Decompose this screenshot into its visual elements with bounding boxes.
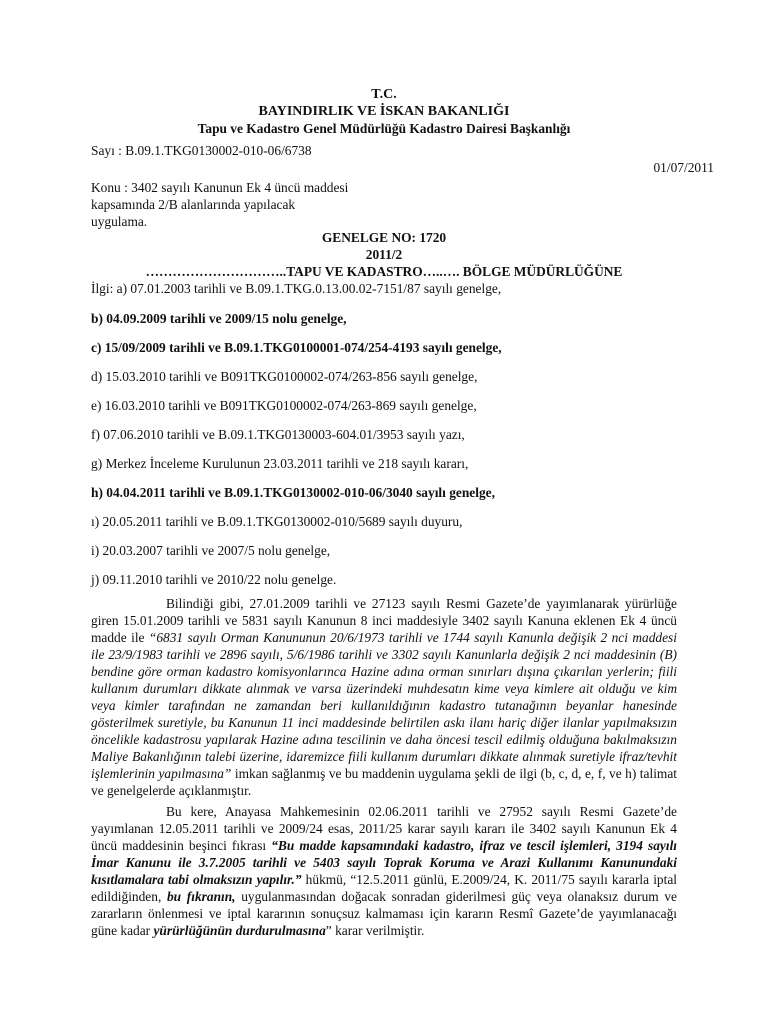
body-paragraph-2 [91, 803, 677, 939]
paragraph-text: hükmü, “12.5.2011 günlü, E.2009/24, K. 2011/75 sayılı kararla iptal edildiğinden, [91, 872, 677, 904]
ilgi-item: i) 20.03.2007 tarihli ve 2007/5 nolu genelge, [91, 543, 331, 558]
ilgi-item: b) 04.09.2009 tarihli ve 2009/15 nolu genelge, [91, 311, 347, 326]
paragraph-text: uygulanmasından doğacak sonradan giderilmesi güç veya olanaksız durum ve zararların önlenmesi ve iptal kararının sonuçsuz kalmaması için kararın Resmî Gazete’de yayımlanacağı güne kadar [91, 889, 677, 938]
paragraph-text: Bilindiği gibi, 27.01.2009 tarihli ve 27123 sayılı Resmi Gazete’de yayımlanarak yürürlüğe giren 15.01.2009 tarihli ve 5831 sayılı Kanunun 8 inci maddesiyle 3402 sayılı Kanuna eklenen Ek 4 üncü madde ile [91, 596, 677, 645]
header-ministry: BAYINDIRLIK VE İSKAN BAKANLIĞI [258, 104, 510, 119]
ilgi-item: j) 09.11.2010 tarihli ve 2010/22 nolu genelge. [91, 572, 337, 587]
ilgi-item: h) 04.04.2011 tarihli ve B.09.1.TKG0130002-010-06/3040 sayılı genelge, [91, 485, 495, 500]
konu-line: Konu : 3402 sayılı Kanunun Ek 4 üncü maddesi [91, 180, 349, 195]
paragraph-text: ” karar verilmiştir. [325, 923, 425, 938]
body-paragraph-1 [91, 595, 677, 799]
paragraph-text: imkan sağlanmış ve bu maddenin uygulama şekli de ilgi (b, c, d, e, f, ve h) talimat ve genelgelerde açıklanmıştır. [91, 766, 677, 798]
header-tc: T.C. [371, 87, 397, 102]
genelge-number: GENELGE NO: 1720 [321, 230, 447, 245]
ilgi-item: f) 07.06.2010 tarihli ve B.09.1.TKG0130003-604.01/3953 sayılı yazı, [91, 427, 465, 442]
emphasis-text: yürürlüğünün durdurulmasına [153, 923, 326, 938]
ilgi-item: ı) 20.05.2011 tarihli ve B.09.1.TKG0130002-010/5689 sayılı duyuru, [91, 514, 463, 529]
ilgi-item: c) 15/09/2009 tarihli ve B.09.1.TKG0100001-074/254-4193 sayılı genelge, [91, 340, 502, 355]
addressee-line: …………………………..TAPU VE KADASTRO…..…. BÖLGE MÜDÜRLÜĞÜNE [145, 264, 623, 279]
konu-line: kapsamında 2/B alanlarında yapılacak [91, 197, 296, 212]
quoted-provision: “Bu madde kapsamındaki kadastro, ifraz ve tescil işlemleri, 3194 sayılı İmar Kanunu ile 3.7.2005 tarihli ve 5403 sayılı Toprak Koruma ve Arazi Kullanımı Kanunundaki kısıtlamalara tabi olmaksızın yapılır.” [91, 838, 678, 887]
law-quote: “6831 sayılı Orman Kanununun 20/6/1973 tarihli ve 1744 sayılı Kanunla değişik 2 nci maddesi ile 23/9/1983 tarihli ve 2896 sayılı, 5/6/1986 tarihli ve 3302 sayılı Kanunlarla değişik 2 nci maddesinin (B) bendine göre orman kadastro komisyonlarınca Hazine adına orman sınırları dışına çıkarılan yerlerin; fiili kullanım durumları dikkate alınmak ve varsa üzerindeki muhdesatın kime veya kimlere ait olduğu ve kim veya kimler tarafından ne zamandan beri kullanıldığının kadastro tutanağının beyanlar hanesinde gösterilmek suretiyle, bu Kanunun 11 inci maddesinde belirtilen askı ilanı hariç diğer ilanlar yapılmaksızın öncelikle kadastrosu yapılarak Hazine adına tescilinin ve daha öncesi tescil edilmiş olduğuna bakılmaksızın Maliye Bakanlığının talebi üzerine, idaremizce fiili kullanım durumları dikkate alınmak suretiyle ifraz/tevhit işlemlerinin yapılmasına” [91, 630, 677, 781]
sayi-line: Sayı : B.09.1.TKG0130002-010-06/6738 [91, 143, 312, 158]
ilgi-item: e) 16.03.2010 tarihli ve B091TKG0100002-074/263-869 sayılı genelge, [91, 398, 477, 413]
genelge-year: 2011/2 [365, 247, 403, 262]
ilgi-item: d) 15.03.2010 tarihli ve B091TKG0100002-074/263-856 sayılı genelge, [91, 369, 478, 384]
ilgi-item: İlgi: a) 07.01.2003 tarihli ve B.09.1.TKG.0.13.00.02-7151/87 sayılı genelge, [91, 281, 502, 296]
emphasis-text: bu fıkranın, [166, 889, 236, 904]
header-department: Tapu ve Kadastro Genel Müdürlüğü Kadastro Dairesi Başkanlığı [197, 121, 571, 136]
ilgi-item: g) Merkez İnceleme Kurulunun 23.03.2011 tarihli ve 218 sayılı kararı, [91, 456, 469, 471]
paragraph-text: Bu kere, Anayasa Mahkemesinin 02.06.2011 tarihli ve 27952 sayılı Resmi Gazete’de yayımlanan 12.05.2011 tarihli ve 2009/24 esas, 2011/25 karar sayılı kararı ile 3402 sayılı Kanunun Ek 4 üncü maddesinin beşinci fıkrası [91, 804, 677, 853]
document-date: 01/07/2011 [653, 160, 714, 175]
document-page [91, 86, 714, 939]
ilgi-list [91, 281, 677, 588]
konu-block [91, 179, 677, 230]
konu-line: uygulama. [91, 214, 148, 229]
